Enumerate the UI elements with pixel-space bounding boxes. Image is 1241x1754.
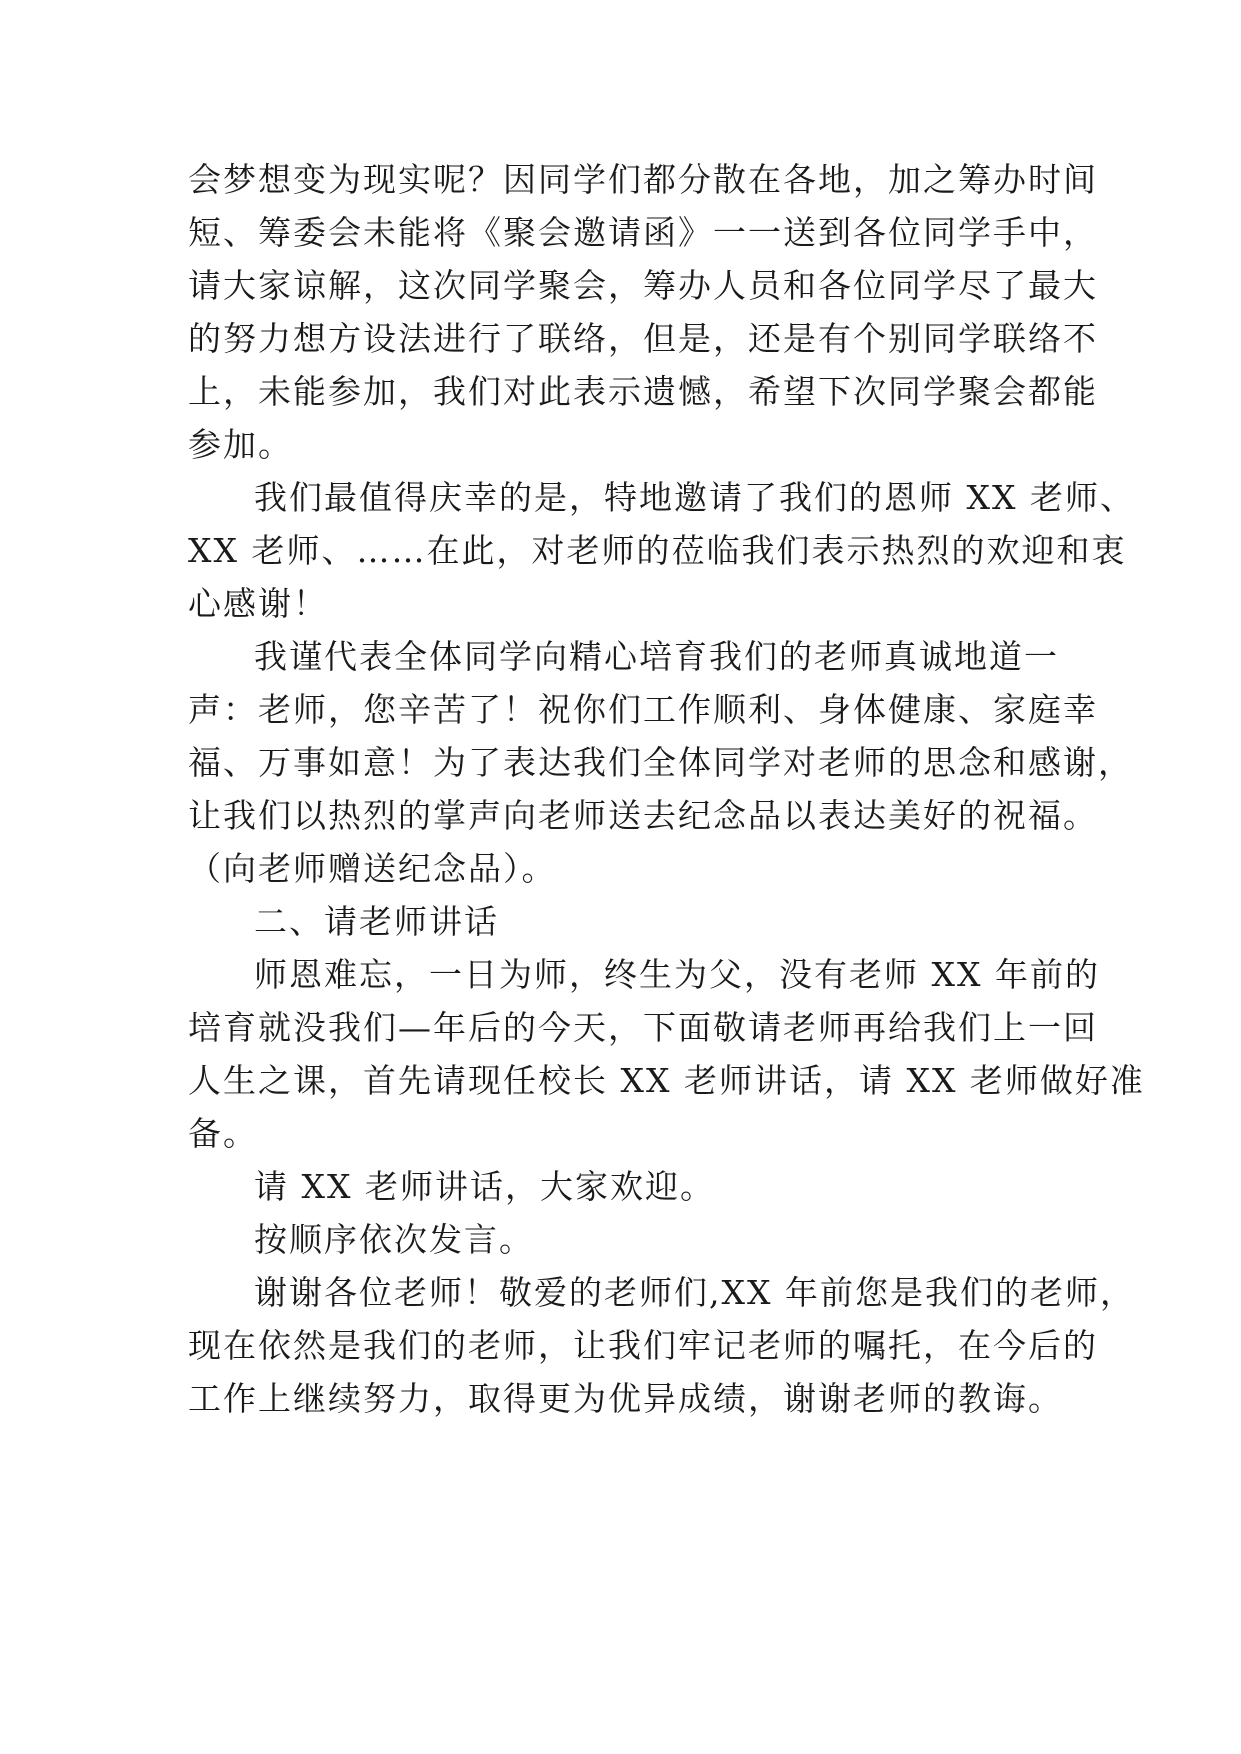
text-line: 备。	[188, 1114, 258, 1153]
paragraph-first-line: 我们最值得庆幸的是，特地邀请了我们的恩师 XX 老师、	[254, 478, 1135, 517]
section-heading: 二、请老师讲话	[254, 902, 499, 941]
text-line: 心感谢！	[188, 584, 328, 623]
text-line: 上，未能参加，我们对此表示遗憾，希望下次同学聚会都能	[188, 372, 1098, 411]
text-line: （向老师赠送纪念品）。	[188, 849, 557, 888]
paragraph-first-line: 请 XX 老师讲话，大家欢迎。	[254, 1167, 715, 1206]
text-line: 参加。	[188, 425, 293, 464]
text-line: 请大家谅解，这次同学聚会，筹办人员和各位同学尽了最大	[188, 266, 1098, 305]
text-line: 工作上继续努力，取得更为优异成绩，谢谢老师的教诲。	[188, 1379, 1063, 1418]
text-line: 人生之课，首先请现任校长 XX 老师讲话，请 XX 老师做好准	[188, 1061, 1145, 1100]
text-line: 让我们以热烈的掌声向老师送去纪念品以表达美好的祝福。	[188, 796, 1098, 835]
text-line: 的努力想方设法进行了联络，但是，还是有个别同学联络不	[188, 319, 1098, 358]
paragraph-first-line: 按顺序依次发言。	[254, 1220, 534, 1259]
paragraph-first-line: 谢谢各位老师！敬爱的老师们,XX 年前您是我们的老师，	[254, 1273, 1135, 1312]
text-line: 现在依然是我们的老师，让我们牢记老师的嘱托，在今后的	[188, 1326, 1098, 1365]
text-line: 会梦想变为现实呢？因同学们都分散在各地，加之筹办时间	[188, 160, 1098, 199]
text-line: 福、万事如意！为了表达我们全体同学对老师的思念和感谢，	[188, 743, 1133, 782]
text-line: 短、筹委会未能将《聚会邀请函》一一送到各位同学手中，	[188, 213, 1098, 252]
text-line: 声：老师，您辛苦了！祝你们工作顺利、身体健康、家庭幸	[188, 690, 1098, 729]
paragraph-first-line: 我谨代表全体同学向精心培育我们的老师真诚地道一	[254, 637, 1059, 676]
paragraph-first-line: 师恩难忘，一日为师，终生为父，没有老师 XX 年前的	[254, 955, 1100, 994]
text-line: 培育就没我们—年后的今天，下面敬请老师再给我们上一回	[188, 1008, 1098, 1047]
text-line: XX 老师、……在此，对老师的莅临我们表示热烈的欢迎和衷	[188, 531, 1127, 570]
